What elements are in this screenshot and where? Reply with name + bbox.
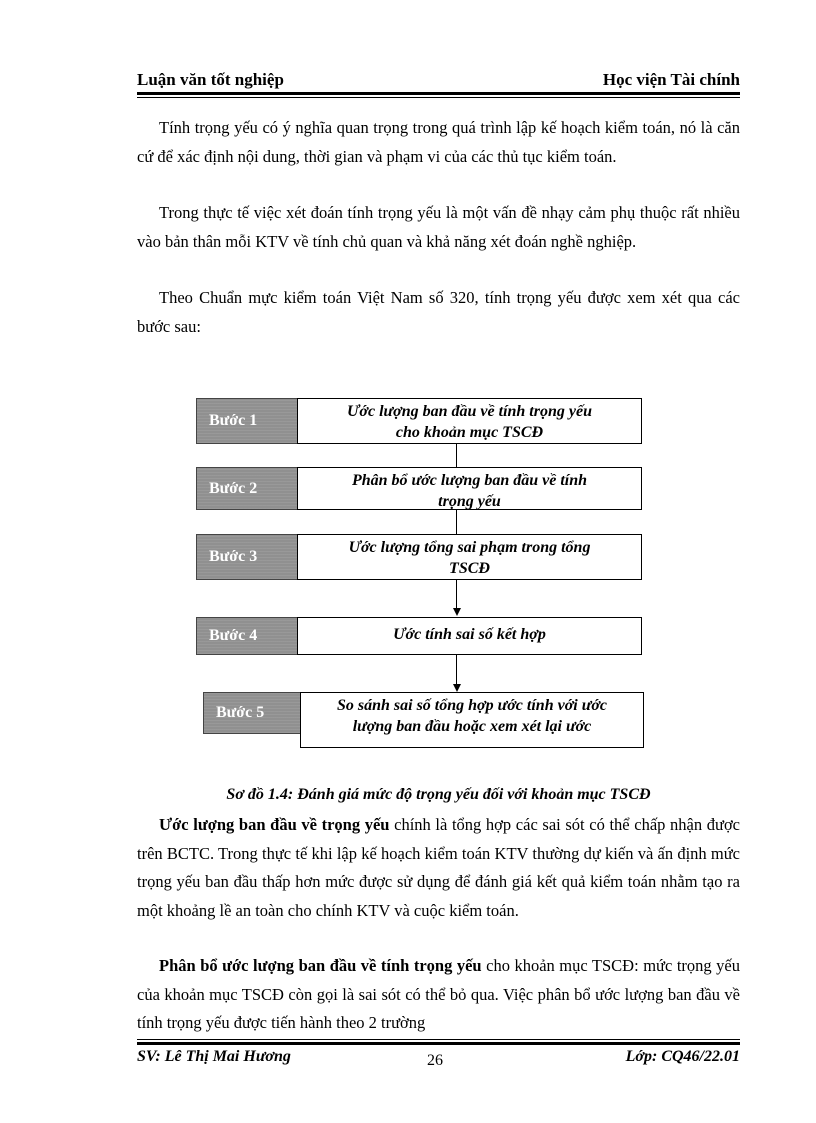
diagram-caption: Sơ đồ 1.4: Đánh giá mức độ trọng yếu đối với khoản mục TSCĐ <box>226 786 651 803</box>
paragraph-3: Theo Chuẩn mực kiểm toán Việt Nam số 320, tính trọng yếu được xem xét qua các bước sau: <box>137 288 740 336</box>
arrow-3-4-head <box>453 608 461 616</box>
header-thesis-title: Luận văn tốt nghiệp <box>137 70 284 89</box>
step-3-text-line1: Ước lượng tổng sai phạm trong tổng <box>348 539 591 556</box>
footer-rule-thick <box>137 1042 740 1045</box>
step-4-box <box>297 617 642 655</box>
paragraph-4-lead: Ước lượng ban đầu về trọng yếu <box>159 815 390 834</box>
page-header <box>137 70 740 90</box>
step-3-text-line2: TSCĐ <box>449 560 490 577</box>
step-5-text-line2: lượng ban đầu hoặc xem xét lại ước <box>352 718 592 735</box>
footer-rule-thin <box>137 1039 740 1040</box>
step-2-text-line1: Phân bổ ước lượng ban đầu về tính <box>351 472 588 489</box>
step-5-box <box>300 692 644 748</box>
arrow-4-5-head <box>453 684 461 692</box>
paragraph-5-lead: Phân bổ ước lượng ban đầu về tính trọng yếu <box>159 956 482 975</box>
paragraph-1: Tính trọng yếu có ý nghĩa quan trọng trong quá trình lập kế hoạch kiểm toán, nó là căn cứ để xác định nội dung, thời gian và phạm vi của các thủ tục kiểm toán. <box>137 118 740 166</box>
connector-3-4 <box>456 580 457 610</box>
step-1-box <box>297 398 642 444</box>
step-4-text-line1: Ước tính sai số kết hợp <box>393 626 546 643</box>
connector-2-3 <box>456 510 457 534</box>
step-1-text-line1: Ước lượng ban đầu về tính trọng yếu <box>347 403 592 420</box>
connector-4-5 <box>456 655 457 685</box>
paragraph-2: Trong thực tế việc xét đoán tính trọng yếu là một vấn đề nhạy cảm phụ thuộc rất nhiều vào bản thân mỗi KTV về tính chủ quan và khả năng xét đoán nghề nghiệp. <box>137 203 740 251</box>
step-3-label: Bước 3 <box>196 534 298 580</box>
footer-student-name: SV: Lê Thị Mai Hương <box>137 1048 291 1065</box>
paragraph-4 <box>137 811 740 925</box>
paragraph-5 <box>137 952 740 1038</box>
header-rule-thick <box>137 92 740 95</box>
header-rule-thin <box>137 97 740 98</box>
footer-class-code: Lớp: CQ46/22.01 <box>625 1048 740 1065</box>
header-institution: Học viện Tài chính <box>602 70 740 89</box>
step-2-text-line2: trọng yếu <box>438 493 501 510</box>
paragraph-4-text: chính là tổng hợp các sai sót có thể chấp nhận được trên BCTC. Trong thực tế khi lập kế hoạch kiểm toán KTV thường dự kiến và ấn định mức trọng yếu ban đầu thấp hơn mức được sử dụng để đánh giá kết quả kiểm toán nhằm tạo ra một khoảng lề an toàn cho chính KTV và cuộc kiểm toán. <box>137 815 740 920</box>
step-3-box <box>297 534 642 580</box>
step-2-box <box>297 467 642 510</box>
step-5-label: Bước 5 <box>203 692 303 734</box>
step-2-label: Bước 2 <box>196 467 298 510</box>
step-4-label: Bước 4 <box>196 617 298 655</box>
paragraph-5-text: cho khoản mục TSCĐ: mức trọng yếu của khoản mục TSCĐ còn gọi là sai sót có thể bỏ qua. Việc phân bổ ước lượng ban đầu về tính trọng yếu được tiến hành theo 2 trường <box>137 956 740 1032</box>
connector-1-2 <box>456 444 457 467</box>
step-5-text-line1: So sánh sai số tổng hợp ước tính với ước <box>336 697 607 714</box>
page-number: 26 <box>427 1052 443 1069</box>
step-1-text-line2: cho khoản mục TSCĐ <box>395 424 544 441</box>
page-footer <box>137 1048 740 1070</box>
step-1-label: Bước 1 <box>196 398 298 444</box>
